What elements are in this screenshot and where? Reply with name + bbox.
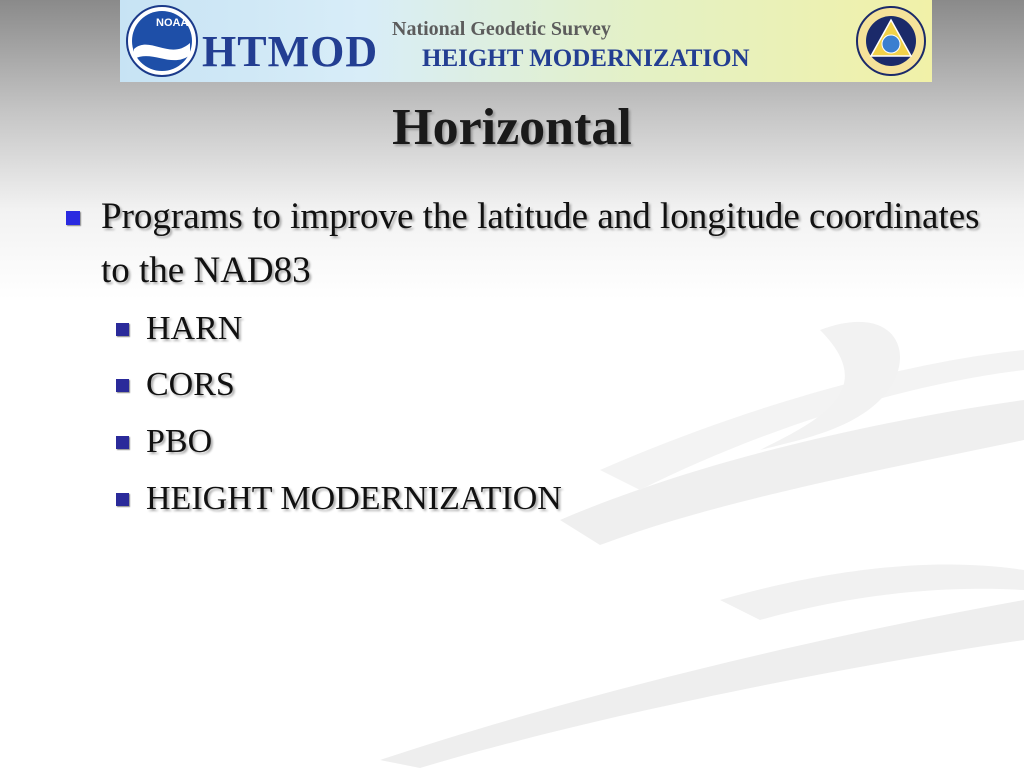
ngs-seal-icon	[856, 6, 926, 76]
bullet-square-icon	[116, 436, 129, 449]
bullet-square-icon	[116, 323, 129, 336]
noaa-logo-icon	[126, 5, 198, 77]
sub-bullet-text: PBO	[146, 423, 213, 460]
sub-bullet-text: CORS	[146, 366, 235, 403]
main-bullet-text: Programs to improve the latitude and longitude coordinates to the NAD83	[101, 196, 980, 291]
product-name: HTMOD	[202, 27, 379, 76]
agency-name: National Geodetic Survey	[392, 18, 611, 40]
slide-title: Horizontal	[392, 99, 632, 156]
bullet-square-icon	[116, 493, 129, 506]
sub-bullet-text: HEIGHT MODERNIZATION	[146, 480, 562, 517]
sub-bullet-text: HARN	[146, 310, 243, 347]
bullet-square-icon	[66, 211, 80, 225]
header-banner	[120, 0, 932, 82]
bullet-square-icon	[116, 379, 129, 392]
program-name: HEIGHT MODERNIZATION	[422, 45, 750, 72]
noaa-logo-text: NOAA	[156, 17, 189, 29]
